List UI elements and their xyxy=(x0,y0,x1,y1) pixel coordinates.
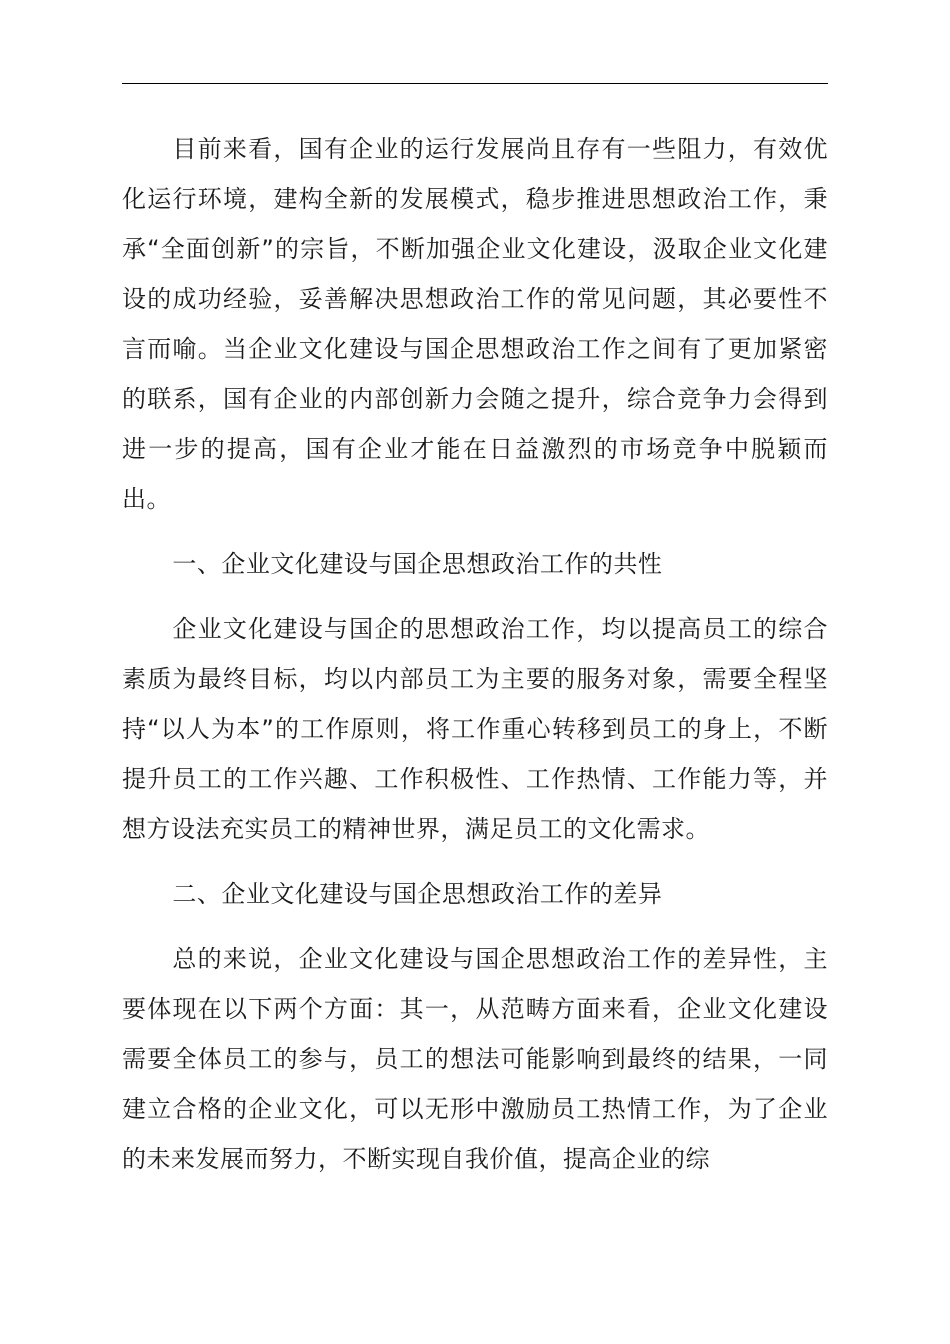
section-2-paragraph: 总的来说，企业文化建设与国企思想政治工作的差异性，主要体现在以下两个方面：其一，从范畴方面来看，企业文化建设需要全体员工的参与，员工的想法可能影响到最终的结果，一同建立合格的企业文化，可以无形中激励员工热情工作，为了企业的未来发展而努力，不断实现自我价值，提高企业的综 xyxy=(122,945,828,1173)
document-body xyxy=(122,124,828,1199)
section-1-heading: 一、企业文化建设与国企思想政治工作的共性 xyxy=(172,550,663,578)
header-rule xyxy=(122,83,828,84)
section-2-heading: 二、企业文化建设与国企思想政治工作的差异 xyxy=(172,880,663,908)
intro-paragraph: 目前来看，国有企业的运行发展尚且存有一些阻力，有效优化运行环境，建构全新的发展模式，稳步推进思想政治工作，秉承“全面创新”的宗旨，不断加强企业文化建设，汲取企业文化建设的成功经验，妥善解决思想政治工作的常见问题，其必要性不言而喻。当企业文化建设与国企思想政治工作之间有了更加紧密的联系，国有企业的内部创新力会随之提升，综合竞争力会得到进一步的提高，国有企业才能在日益激烈的市场竞争中脱颖而出。 xyxy=(122,135,828,513)
section-1-paragraph: 企业文化建设与国企的思想政治工作，均以提高员工的综合素质为最终目标，均以内部员工为主要的服务对象，需要全程坚持“以人为本”的工作原则，将工作重心转移到员工的身上，不断提升员工的工作兴趣、工作积极性、工作热情、工作能力等，并想方设法充实员工的精神世界，满足员工的文化需求。 xyxy=(122,615,828,843)
